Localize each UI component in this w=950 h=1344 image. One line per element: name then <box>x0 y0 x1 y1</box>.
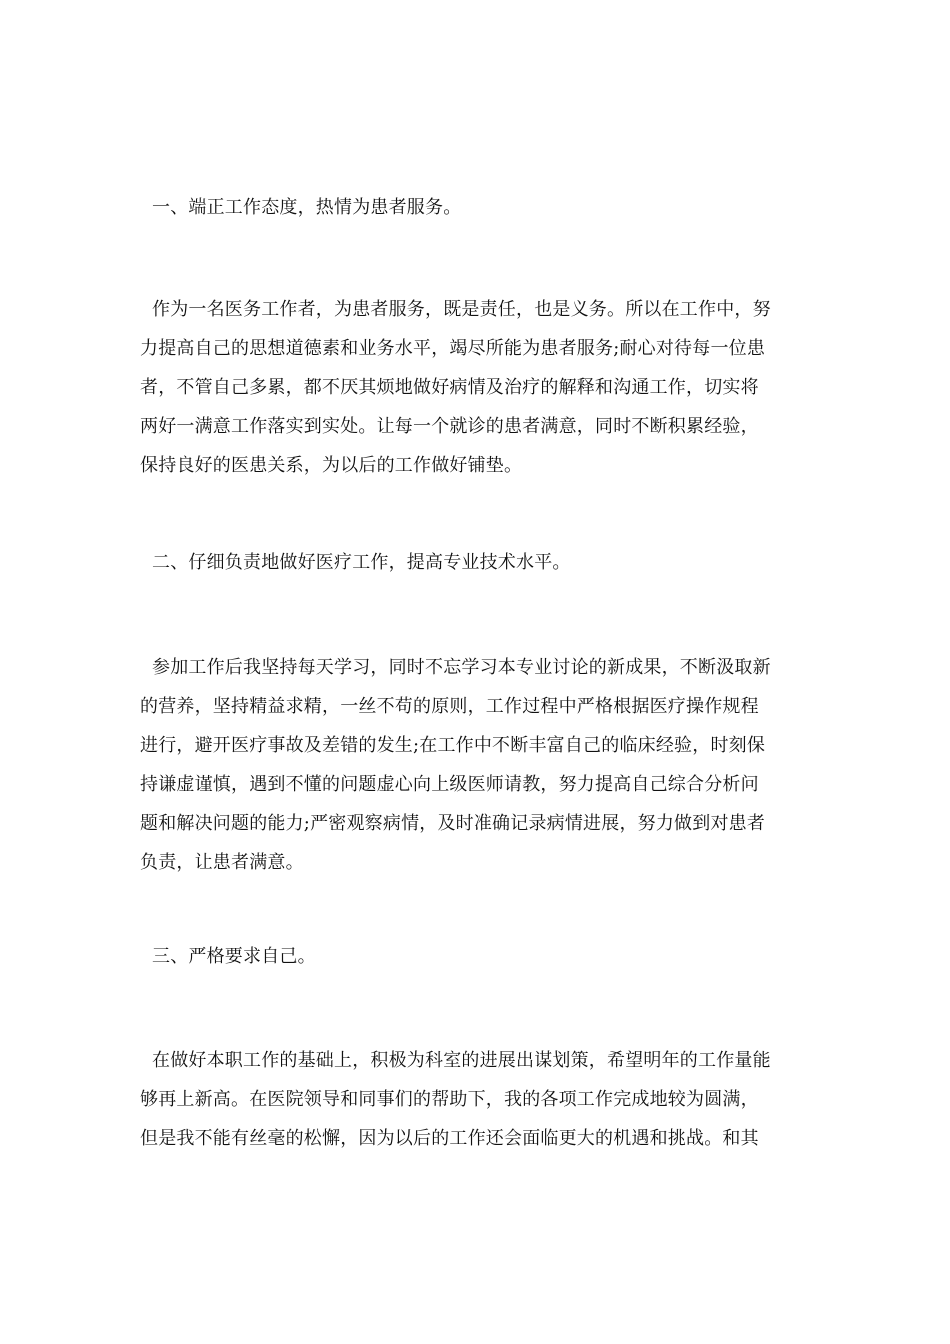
paragraph-line: 的营养，坚持精益求精，一丝不苟的原则，工作过程中严格根据医疗操作规程 <box>140 696 759 717</box>
paragraph-line: 题和解决问题的能力;严密观察病情，及时准确记录病情进展，努力做到对患者 <box>140 813 766 834</box>
paragraph-line: 够再上新高。在医院领导和同事们的帮助下，我的各项工作完成地较为圆满， <box>140 1089 759 1110</box>
paragraph-line: 者，不管自己多累，都不厌其烦地做好病情及治疗的解释和沟通工作，切实将 <box>140 377 759 398</box>
paragraph-line: 参加工作后我坚持每天学习，同时不忘学习本专业讨论的新成果，不断汲取新 <box>152 657 771 678</box>
section-heading-2: 二、仔细负责地做好医疗工作，提高专业技术水平。 <box>152 552 571 573</box>
section-paragraph-1 <box>140 290 806 485</box>
paragraph-line: 但是我不能有丝毫的松懈，因为以后的工作还会面临更大的机遇和挑战。和其 <box>140 1128 759 1149</box>
paragraph-line: 持谦虚谨慎，遇到不懂的问题虚心向上级医师请教，努力提高自己综合分析问 <box>140 774 759 795</box>
paragraph-line: 进行，避开医疗事故及差错的发生;在工作中不断丰富自己的临床经验，时刻保 <box>140 735 766 756</box>
paragraph-line: 负责，让患者满意。 <box>140 852 304 873</box>
section-paragraph-2 <box>140 648 806 882</box>
paragraph-line: 力提高自己的思想道德素和业务水平，竭尽所能为患者服务;耐心对待每一位患 <box>140 338 766 359</box>
paragraph-line: 保持良好的医患关系，为以后的工作做好铺垫。 <box>140 455 523 476</box>
section-heading-1: 一、端正工作态度，热情为患者服务。 <box>152 197 462 218</box>
paragraph-line: 在做好本职工作的基础上，积极为科室的进展出谋划策，希望明年的工作量能 <box>152 1050 771 1071</box>
paragraph-line: 两好一满意工作落实到实处。让每一个就诊的患者满意，同时不断积累经验， <box>140 416 759 437</box>
paragraph-line: 作为一名医务工作者，为患者服务，既是责任，也是义务。所以在工作中，努 <box>152 299 771 320</box>
section-heading-3: 三、严格要求自己。 <box>152 946 316 967</box>
section-paragraph-3 <box>140 1041 806 1158</box>
